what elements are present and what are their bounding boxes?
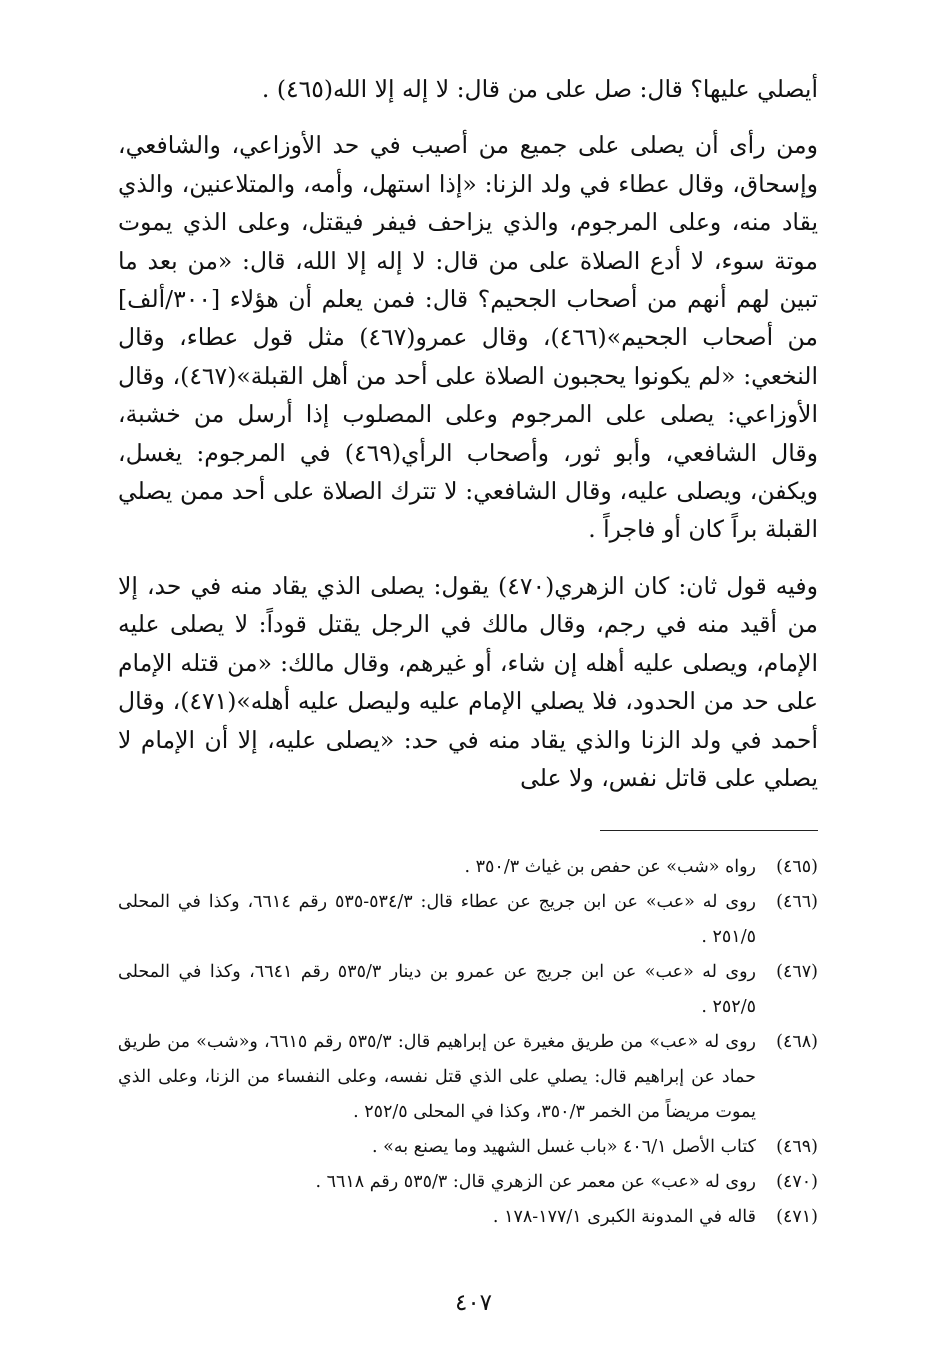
footnote-text: قاله في المدونة الكبرى ١٧٧/١-١٧٨ . (492, 1207, 756, 1227)
footnote-465 (118, 850, 818, 885)
paragraph-3: وفيه قول ثان: كان الزهري(٤٧٠) يقول: يصلى الذي يقاد منه في حد، إلا من أقيد منه في رجم، وقال مالك في الرجل يقتل قوداً: لا يصلى عليه الإمام، ويصلى عليه أهله إن شاء، أو غيرهم، وقال مالك: «من قتله الإمام على حد من الحدود، فلا يصلي الإمام عليه وليصل عليه أهله»(٤٧١)، وقال أحمد في ولد الزنا والذي يقاد منه في حد: «يصلى عليه، إلا أن الإمام لا يصلي على قاتل نفس، ولا على (118, 571, 818, 792)
footnote-text: رواه «شب» عن حفص بن غياث ٣٥٠/٣ . (464, 857, 756, 877)
footnote-text: روى له «عب» عن ابن جريج عن عمرو بن دينار ٥٣٥/٣ رقم ٦٦٤١، وكذا في المحلى ٢٥٢/٥ . (118, 962, 756, 1017)
footnote-466 (118, 885, 818, 955)
footnote-number: (٤٧٠) (776, 1172, 818, 1192)
footnote-text: كتاب الأصل ٤٠٦/١ «باب غسل الشهيد وما يصنع به» . (372, 1137, 756, 1157)
footnote-469 (118, 1130, 818, 1165)
footnotes (118, 850, 818, 1235)
paragraph-2: ومن رأى أن يصلى على جميع من أصيب في حد الأوزاعي، والشافعي، وإسحاق، وقال عطاء في ولد الزنا: «إذا استهل، وأمه، والمتلاعنين، والذي يقاد منه، وعلى المرجوم، والذي يزاحف فيفر فيقتل، وعلى الذي يموت موتة سوء، لا أدع الصلاة على من قال: لا إله إلا الله، قال: «من بعد ما تبين لهم أنهم من أصحاب الجحيم؟ قال: فمن يعلم أن هؤلاء [٣٠٠/ألف] من أصحاب الجحيم»(٤٦٦)، وقال عمرو(٤٦٧) مثل قول عطاء، وقال النخعي: «لم يكونوا يحجبون الصلاة على أحد من أهل القبلة»(٤٦٧)، وقال الأوزاعي: يصلى على المرجوم وعلى المصلوب إذا أرسل من خشبة، وقال الشافعي، وأبو ثور، وأصحاب الرأي(٤٦٩) في المرجوم: يغسل، ويكفن، ويصلى عليه، وقال الشافعي: لا تترك الصلاة على أحد ممن يصلي القبلة براً كان أو فاجراً . (118, 131, 818, 544)
footnote-text: روى له «عب» عن معمر عن الزهري قال: ٥٣٥/٣ رقم ٦٦١٨ . (315, 1172, 756, 1192)
footnote-471 (118, 1200, 818, 1235)
footnote-470 (118, 1165, 818, 1200)
footnote-468 (118, 1025, 818, 1130)
footnote-number: (٤٦٨) (776, 1032, 818, 1052)
footnote-number: (٤٦٦) (776, 892, 818, 912)
footnote-number: (٤٧١) (776, 1207, 818, 1227)
paragraph-gap (118, 108, 818, 126)
footnote-number: (٤٦٩) (776, 1137, 818, 1157)
footnote-number: (٤٦٥) (776, 857, 818, 877)
footnote-text: روى له «عب» عن ابن جريج عن عطاء قال: ٥٣٤/٣-٥٣٥ رقم ٦٦١٤، وكذا في المحلى ٢٥١/٥ . (118, 892, 757, 947)
main-text (118, 70, 818, 797)
footnote-text: روى له «عب» من طريق مغيرة عن إبراهيم قال: ٥٣٥/٣ رقم ٦٦١٥، و«شب» من طريق حماد عن إبراهيم قال: يصلي على الذي قتل نفسه، وعلى النفساء من الزنا، وعلى الذي يموت مريضاً من الخمر ٣٥٠/٣، وكذا في المحلى ٢٥٢/٥ . (118, 1032, 757, 1122)
paragraph-gap (118, 549, 818, 567)
footnote-number: (٤٦٧) (776, 962, 818, 982)
footnote-467 (118, 955, 818, 1025)
footnote-separator (600, 830, 818, 831)
paragraph-1: أيصلي عليها؟ قال: صل على من قال: لا إله إلا الله(٤٦٥) . (261, 75, 818, 103)
page-number: ٤٠٧ (454, 1290, 493, 1316)
